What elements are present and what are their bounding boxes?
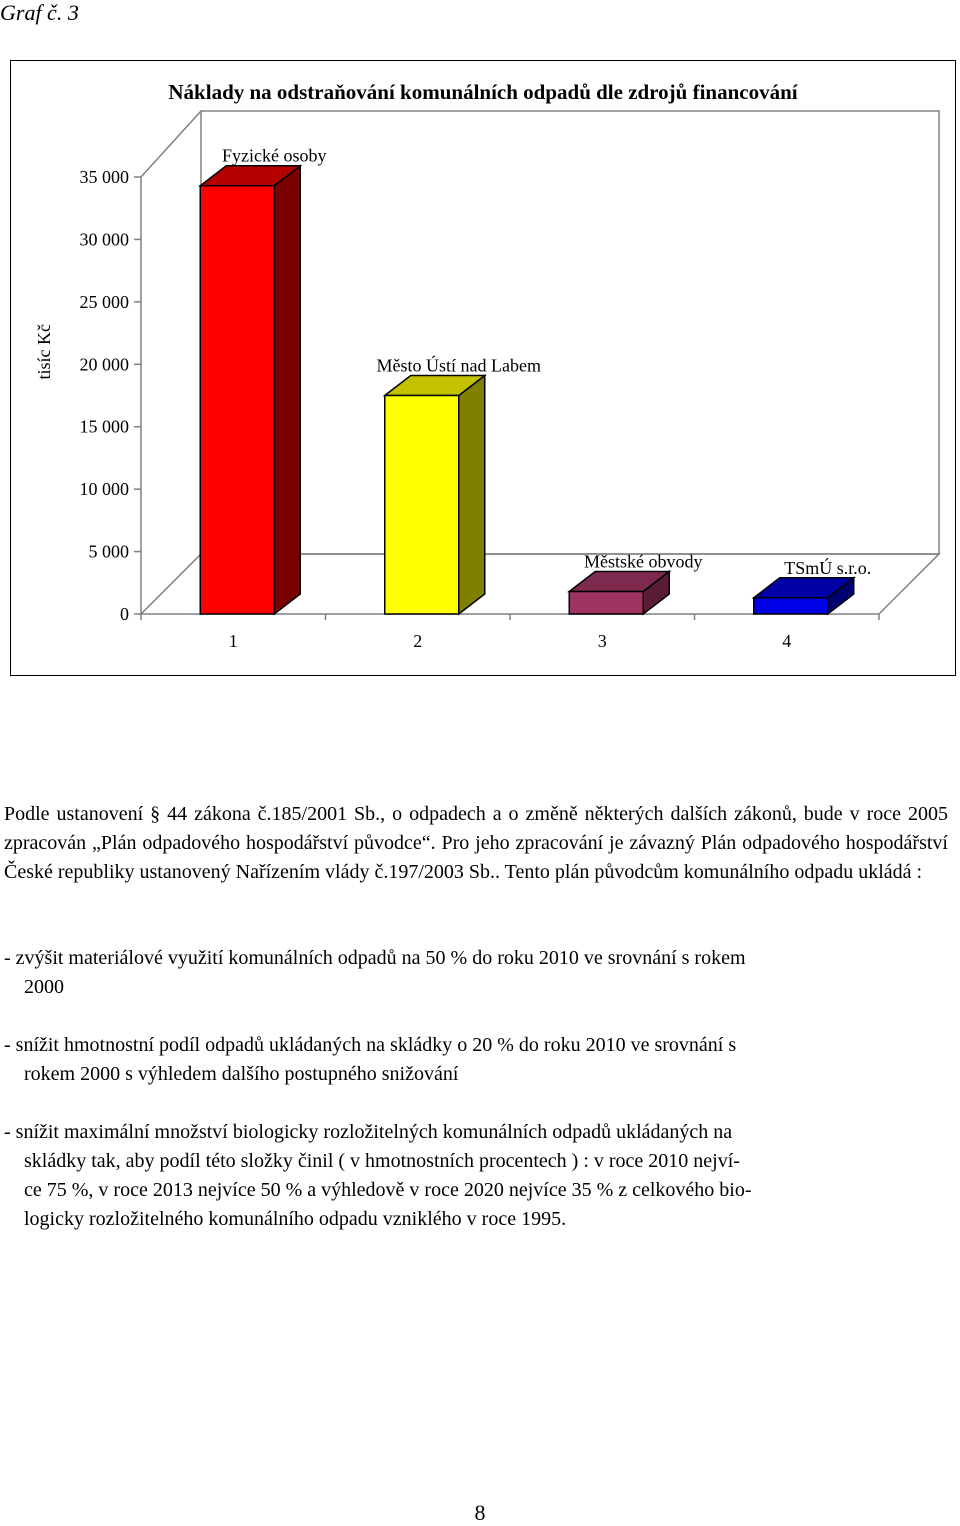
intro-paragraph: Podle ustanovení § 44 zákona č.185/2001 Sb., o odpadech a o změně některých dalších zákonů, bude v roce 2005 zpracován „Plán odpadového hospodářství původce“. Pro jeho zpracování je závazný Plán odpadového hospodářství České republiky ustanovený Nařízením vlády č.197/2003 Sb.. Tento plán původcům komunálního odpadu ukládá : <box>4 803 948 883</box>
bar-4-label: TSmÚ s.r.o. <box>784 557 872 578</box>
left-wall-top-edge <box>141 111 201 177</box>
y-tick-label: 25 000 <box>79 291 129 312</box>
bar-chart <box>11 61 955 675</box>
bullet-biodegradable-line1: - snížit maximální množství biologicky rozložitelných komunálních odpadů ukládaných na <box>4 1121 733 1143</box>
x-tick-label-2: 2 <box>413 631 423 651</box>
y-tick-label: 5 000 <box>88 541 129 562</box>
bullet-biodegradable <box>4 1118 944 1234</box>
bar-2-side <box>459 376 485 615</box>
bullet-recycling <box>4 944 944 1002</box>
page-number: 8 <box>474 1500 486 1525</box>
figure-label: Graf č. 3 <box>0 0 79 25</box>
bullet-biodegradable-line2: skládky tak, aby podíl této složky činil ( v hmotnostních procentech ) : v roce 2010 nejví- <box>24 1150 740 1172</box>
bar-1-front <box>200 186 274 614</box>
x-tick-label-4: 4 <box>782 631 792 651</box>
chart-frame <box>10 60 956 676</box>
bar-1-label: Fyzické osoby <box>222 145 327 166</box>
bar-2-label: Město Ústí nad Labem <box>376 355 541 376</box>
y-tick-label: 10 000 <box>79 479 129 500</box>
y-tick-label: 0 <box>120 604 129 624</box>
bar-4-front <box>754 598 828 614</box>
bullet-landfill-line1: - snížit hmotnostní podíl odpadů ukládaných na skládky o 20 % do roku 2010 ve srovnání s <box>4 1034 737 1056</box>
y-tick-label: 30 000 <box>79 229 129 250</box>
bullet-recycling-line1: - zvýšit materiálové využití komunálních odpadů na 50 % do roku 2010 ve srovnání s rokem <box>4 947 746 969</box>
y-axis-label: tisíc Kč <box>34 324 54 380</box>
bar-2-front <box>385 396 459 615</box>
x-tick-label-1: 1 <box>228 631 238 651</box>
x-tick-label-3: 3 <box>597 631 607 651</box>
bar-3-label: Městské obvody <box>584 551 703 572</box>
bullet-landfill <box>4 1031 944 1089</box>
y-tick-label: 15 000 <box>79 416 129 437</box>
bullet-recycling-line2: 2000 <box>24 976 64 998</box>
bar-3-front <box>569 592 643 614</box>
y-tick-label: 35 000 <box>79 167 129 187</box>
y-tick-label: 20 000 <box>79 354 129 375</box>
bullet-landfill-line2: rokem 2000 s výhledem dalšího postupného snižování <box>24 1063 459 1085</box>
bar-1-side <box>274 166 300 614</box>
bullet-biodegradable-line3: ce 75 %, v roce 2013 nejvíce 50 % a výhledově v roce 2020 nejvíce 35 % z celkového bio- <box>24 1179 752 1201</box>
chart-title: Náklady na odstraňování komunálních odpadů dle zdrojů financování <box>168 80 798 104</box>
back-wall <box>201 111 939 554</box>
bullet-biodegradable-line4: logicky rozložitelného komunálního odpadu vzniklého v roce 1995. <box>24 1208 567 1230</box>
